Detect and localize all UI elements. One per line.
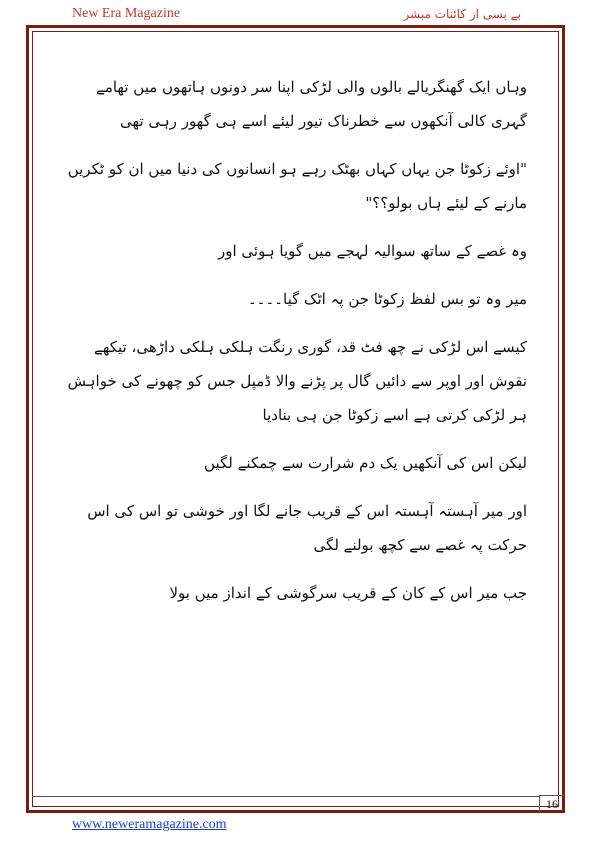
page-number: 16 <box>539 795 564 812</box>
magazine-name: New Era Magazine <box>72 6 181 21</box>
story-body <box>62 70 527 610</box>
paragraph: اور میر آہستہ آہستہ اس کے قریب جانے لگا اور خوشی تو اس کی اس حرکت پہ غصے سے کچھ بولنے لگی <box>87 502 527 554</box>
website-link[interactable]: www.neweramagazine.com <box>72 817 227 832</box>
paragraph: جب میر اس کے کان کے قریب سرگوشی کے انداز میں بولا <box>169 584 527 602</box>
paragraph: وہاں ایک گھنگریالے بالوں والی لڑکی اپنا سر دونوں ہاتھوں میں تھامے گہری کالی آنکھوں سے خطرناک تیور لیئے اسے ہی گھور رہی تھی <box>96 78 527 130</box>
paragraph: میر وہ تو بس لفظ زکوٹا جن پہ اٹک گیا۔۔۔۔ <box>247 290 527 308</box>
footer-divider <box>32 796 539 797</box>
paragraph: لیکن اس کی آنکھیں یک دم شرارت سے چمکنے لگیں <box>204 454 527 472</box>
paragraph: کیسے اس لڑکی نے چھ فٹ قد، گوری رنگت ہلکی ہلکی داڑھی، تیکھے نقوش اور اوپر سے دائیں گال پر پڑنے والا ڈمپل جس کو چھونے کی خواہش ہر لڑکی کرتی ہے اسے زکوٹا جن ہی بنادیا <box>67 338 527 424</box>
paragraph: "اوئے زکوٹا جن یہاں کہاں بھٹک رہے ہو انسانوں کی دنیا میں ان کو ٹکریں مارنے کے لیئے ہاں بولو؟؟" <box>67 160 527 212</box>
paragraph: وہ غصے کے ساتھ سوالیہ لہجے میں گویا ہوئی اور <box>218 242 527 260</box>
novel-title: بے بسی از کائنات مبشر <box>403 7 521 21</box>
